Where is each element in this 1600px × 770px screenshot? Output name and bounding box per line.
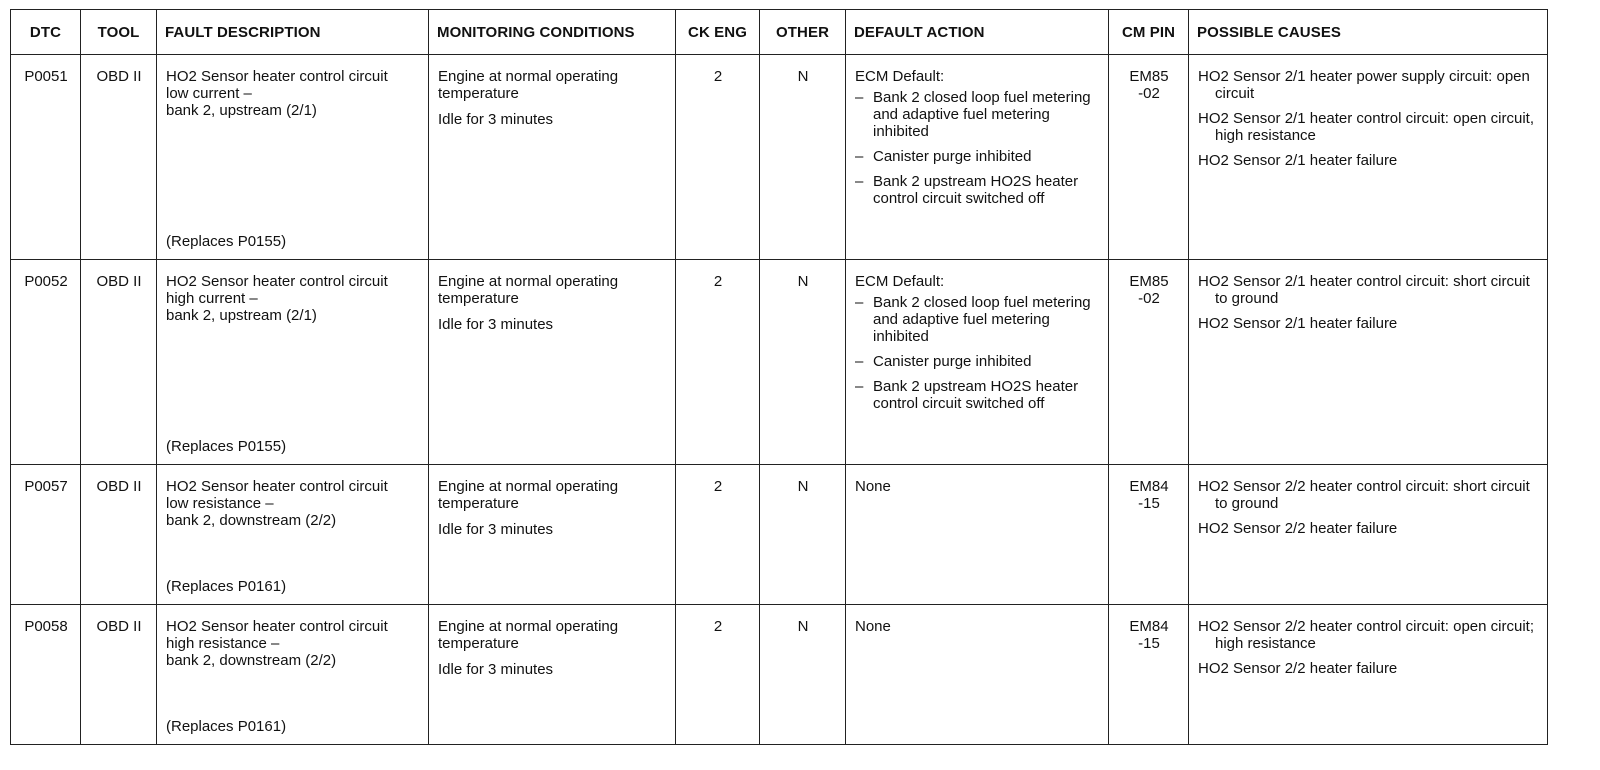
default-action-list [855, 294, 1100, 412]
fault-line: bank 2, downstream (2/2) [166, 652, 337, 669]
fault-description [157, 260, 429, 465]
default-title: ECM Default: [855, 68, 945, 85]
monitoring-conditions [429, 260, 676, 465]
cause-item: HO2 Sensor 2/2 heater failure [1198, 660, 1398, 677]
monitoring-line: Engine at normal operating [438, 618, 619, 635]
monitoring-line: temperature [438, 635, 519, 652]
monitoring-line: Engine at normal operating [438, 273, 619, 290]
tool-cell: OBD II [81, 605, 157, 745]
cm-pin [1109, 605, 1189, 745]
replaces-note: (Replaces P0155) [166, 233, 287, 250]
table-row [11, 605, 1548, 745]
fault-description [157, 465, 429, 605]
header-monitoring-conditions: MONITORING CONDITIONS [429, 10, 676, 55]
default-action-list [855, 89, 1100, 207]
monitoring-line: Idle for 3 minutes [438, 521, 554, 538]
monitoring-conditions [429, 465, 676, 605]
table-row [11, 465, 1548, 605]
ck-eng-cell: 2 [676, 605, 760, 745]
cause-item: HO2 Sensor 2/1 heater control circuit: short circuit to ground [1198, 273, 1530, 307]
monitoring-line: temperature [438, 495, 519, 512]
default-title: None [855, 478, 891, 495]
other-cell: N [760, 55, 846, 260]
cm-pin-connector: EM84 [1129, 618, 1169, 635]
fault-line: high current – [166, 290, 258, 307]
cm-pin [1109, 465, 1189, 605]
dtc-table [10, 9, 1548, 745]
header-cm-pin: CM PIN [1109, 10, 1189, 55]
default-action [846, 260, 1109, 465]
dtc-code: P0058 [11, 605, 81, 745]
dtc-code: P0052 [11, 260, 81, 465]
monitoring-conditions [429, 605, 676, 745]
ck-eng-cell: 2 [676, 260, 760, 465]
cm-pin-number: -02 [1138, 290, 1160, 307]
header-dtc: DTC [11, 10, 81, 55]
cm-pin-number: -15 [1138, 495, 1160, 512]
default-action-item: – Canister purge inhibited [855, 353, 1100, 370]
default-action [846, 605, 1109, 745]
possible-causes [1189, 55, 1548, 260]
fault-line: low resistance – [166, 495, 274, 512]
tool-cell: OBD II [81, 465, 157, 605]
fault-line: bank 2, upstream (2/1) [166, 307, 317, 324]
replaces-note: (Replaces P0155) [166, 438, 287, 455]
header-possible-causes: POSSIBLE CAUSES [1189, 10, 1548, 55]
table-row [11, 260, 1548, 465]
ck-eng-cell: 2 [676, 465, 760, 605]
dtc-code: P0057 [11, 465, 81, 605]
default-action-item: – Bank 2 upstream HO2S heater control circuit switched off [855, 173, 1100, 207]
other-cell: N [760, 260, 846, 465]
fault-line: high resistance – [166, 635, 280, 652]
other-cell: N [760, 605, 846, 745]
monitoring-line: Idle for 3 minutes [438, 661, 554, 678]
header-default-action: DEFAULT ACTION [846, 10, 1109, 55]
tool-cell: OBD II [81, 260, 157, 465]
default-title: ECM Default: [855, 273, 945, 290]
monitoring-conditions [429, 55, 676, 260]
table-row [11, 55, 1548, 260]
fault-line: low current – [166, 85, 252, 102]
fault-description [157, 55, 429, 260]
monitoring-line: Idle for 3 minutes [438, 316, 554, 333]
cause-item: HO2 Sensor 2/1 heater failure [1198, 315, 1398, 332]
monitoring-line: Idle for 3 minutes [438, 111, 554, 128]
cm-pin [1109, 55, 1189, 260]
fault-line: bank 2, upstream (2/1) [166, 102, 317, 119]
cause-item: HO2 Sensor 2/1 heater control circuit: open circuit, high resistance [1198, 110, 1534, 144]
header-row [11, 10, 1548, 55]
monitoring-line: temperature [438, 85, 519, 102]
fault-line: HO2 Sensor heater control circuit [166, 478, 388, 495]
possible-causes [1189, 605, 1548, 745]
fault-line: HO2 Sensor heater control circuit [166, 618, 388, 635]
cause-item: HO2 Sensor 2/1 heater failure [1198, 152, 1398, 169]
fault-line: HO2 Sensor heater control circuit [166, 68, 388, 85]
default-action-item: – Bank 2 upstream HO2S heater control circuit switched off [855, 378, 1100, 412]
header-ck-eng: CK ENG [676, 10, 760, 55]
possible-causes [1189, 465, 1548, 605]
default-action-item: – Bank 2 closed loop fuel metering and adaptive fuel metering inhibited [855, 89, 1100, 140]
cm-pin [1109, 260, 1189, 465]
fault-line: bank 2, downstream (2/2) [166, 512, 337, 529]
possible-causes [1189, 260, 1548, 465]
other-cell: N [760, 465, 846, 605]
default-action-item: – Bank 2 closed loop fuel metering and adaptive fuel metering inhibited [855, 294, 1100, 345]
cm-pin-number: -15 [1138, 635, 1160, 652]
monitoring-line: Engine at normal operating [438, 478, 619, 495]
cause-item: HO2 Sensor 2/1 heater power supply circuit: open circuit [1198, 68, 1530, 102]
default-action [846, 55, 1109, 260]
cause-item: HO2 Sensor 2/2 heater control circuit: open circuit; high resistance [1198, 618, 1534, 652]
default-title: None [855, 618, 891, 635]
ck-eng-cell: 2 [676, 55, 760, 260]
cm-pin-connector: EM84 [1129, 478, 1169, 495]
cause-item: HO2 Sensor 2/2 heater failure [1198, 520, 1398, 537]
cm-pin-number: -02 [1138, 85, 1160, 102]
header-other: OTHER [760, 10, 846, 55]
default-action-item: – Canister purge inhibited [855, 148, 1100, 165]
monitoring-line: temperature [438, 290, 519, 307]
fault-description [157, 605, 429, 745]
header-tool: TOOL [81, 10, 157, 55]
cm-pin-connector: EM85 [1129, 68, 1169, 85]
replaces-note: (Replaces P0161) [166, 718, 287, 735]
cause-item: HO2 Sensor 2/2 heater control circuit: short circuit to ground [1198, 478, 1530, 512]
replaces-note: (Replaces P0161) [166, 578, 287, 595]
tool-cell: OBD II [81, 55, 157, 260]
dtc-code: P0051 [11, 55, 81, 260]
cm-pin-connector: EM85 [1129, 273, 1169, 290]
default-action [846, 465, 1109, 605]
monitoring-line: Engine at normal operating [438, 68, 619, 85]
header-fault-description: FAULT DESCRIPTION [157, 10, 429, 55]
fault-line: HO2 Sensor heater control circuit [166, 273, 388, 290]
